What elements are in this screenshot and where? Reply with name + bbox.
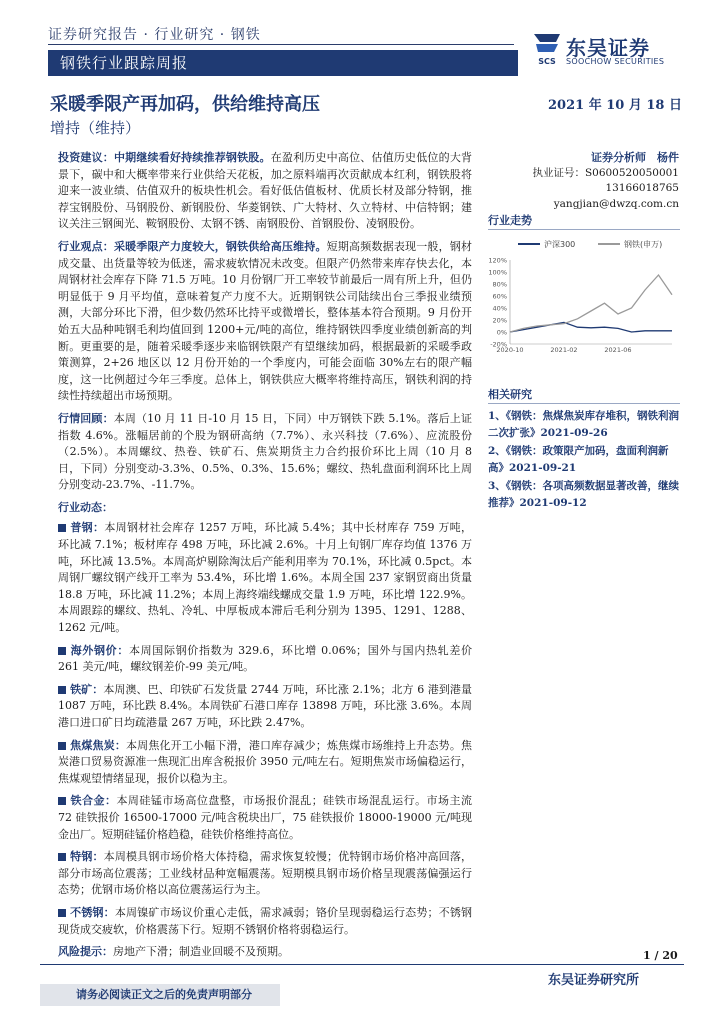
dynamics-item-text: 本周焦化开工小幅下滑，港口库存减少；炼焦煤市场维持上升态势。焦炭港口贸易资源准一焦现汇出库含税报价 3950 元/吨左右。短期焦炭市场偏稳运行，焦煤观望情绪显现，报价以稳为主。 bbox=[58, 738, 472, 785]
logo-mark: SCS bbox=[538, 57, 556, 66]
market-review-lead: 行情回顾： bbox=[58, 411, 114, 425]
dynamics-item-key: 铁矿： bbox=[70, 682, 104, 696]
report-series-banner: 钢铁行业跟踪周报 bbox=[48, 50, 518, 76]
dynamics-item-key: 海外钢价： bbox=[70, 643, 129, 657]
analyst-block bbox=[509, 150, 679, 212]
y-tick-label: 60% bbox=[492, 292, 507, 301]
dynamics-item-key: 不锈钢： bbox=[70, 905, 115, 919]
y-tick-label: 20% bbox=[492, 316, 507, 325]
investment-advice-lead: 投资建议：中期继续看好持续推荐钢铁股。 bbox=[58, 151, 271, 164]
industry-view bbox=[58, 239, 472, 405]
analyst-phone: 13166018765 bbox=[605, 182, 679, 194]
risk-warning-text: 房地产下滑；制造业回暖不及预期。 bbox=[113, 945, 289, 959]
bullet-icon bbox=[58, 853, 66, 861]
dynamics-item-key: 焦煤焦炭： bbox=[70, 738, 126, 752]
dynamics-item-text: 本周钢材社会库存 1257 万吨，环比减 5.4%；其中长材库存 759 万吨，环比减 7.1%；板材库存 498 万吨，环比减 2.6%。十月上旬钢厂库存均值 1376 万吨，环比减 13.5%。本周高炉剔除淘汰后产能利用率为 70.1%，环比减 0.5pct。本周钢厂螺纹钢产线开工率为 53.4%，环比增 1.6%。本周全国 237 家钢贸商出货量 18.8 万吨，环比减 11.2%；本周上海终端线螺成交量 1.9 万吨，环比增 122.9%。本周跟踪的螺纹、热轧、冷轧、中厚板成本滞后毛利分别为 1395、1291、1288、1262 元/吨。 bbox=[58, 521, 473, 635]
related-heading: 相关研究 bbox=[488, 388, 532, 401]
bullet-icon bbox=[58, 686, 66, 694]
trend-rule bbox=[488, 229, 680, 230]
report-title: 采暖季限产再加码，供给维持高压 bbox=[50, 94, 320, 115]
bullet-icon bbox=[58, 909, 66, 917]
report-breadcrumb: 证券研究报告 · 行业研究 · 钢铁 bbox=[48, 27, 261, 43]
dynamics-item bbox=[58, 682, 472, 732]
bullet-icon bbox=[58, 742, 66, 750]
analyst-name: 证券分析师 杨件 bbox=[591, 151, 679, 164]
dynamics-item-text: 本周硅锰市场高位盘整，市场报价混乱；硅铁市场混乱运行。市场主流 72 硅铁报价 16500-17000 元/吨含税块出厂，75 硅铁报价 18000-19000 元/吨现金出厂。短期硅锰价格趋稳，硅铁价格维持高位。 bbox=[58, 794, 473, 841]
y-tick-label: 40% bbox=[492, 304, 507, 313]
bullet-icon bbox=[58, 797, 66, 805]
related-item[interactable]: 3、《钢铁：各项高频数据显著改善，继续推荐》2021-09-12 bbox=[488, 480, 680, 509]
industry-view-text: 短期高频数据表现一般，钢材成交量、出货量等较为低迷，需求疲软情况未改变。但限产仍然带来库存快去化，本周钢材社会库存下降 71.5 万吨。10 月份钢厂开工率较节前最后一周有所上升，但仍明显低于 9 月平均值，意味着复产力度不大。近期钢铁公司陆续出台三季报业绩预测，大部分环比下滑，但少数仍然环比持平或微增长，整体基本符合预期。9 月份开始五大品种吨钢毛利均值回到 1200+元/吨的高位，维持钢铁四季度业绩创新高的判断。更重要的是，随着采暖季逐步来临钢铁限产有望继续加码，根据最新的采暖季政策测算，2+26 地区以 12 月份开始的一个季度内，可能会面临 30%左右的限产幅度，这一比例超过今年三季度。总体上，钢铁供应大概率将维持高压，钢铁利润的持续性持续超出市场预期。 bbox=[58, 239, 473, 403]
related-item[interactable]: 2、《钢铁：政策限产加码，盘面利润新高》2021-09-21 bbox=[488, 445, 669, 474]
dynamics-item-key: 普钢： bbox=[70, 521, 105, 535]
dynamics-item-key: 铁合金： bbox=[70, 794, 117, 808]
y-tick-label: -20% bbox=[490, 340, 507, 349]
trend-heading: 行业走势 bbox=[488, 214, 532, 227]
disclaimer-bar: 请务必阅读正文之后的免责声明部分 bbox=[40, 984, 280, 1006]
soochow-logo-icon bbox=[530, 32, 564, 68]
industry-trend-chart bbox=[488, 236, 680, 356]
dynamics-heading: 行业动态： bbox=[58, 500, 113, 514]
series-line-0 bbox=[510, 322, 672, 332]
page-number: 1 / 20 bbox=[643, 949, 678, 962]
dynamics-item bbox=[58, 738, 472, 788]
y-tick-label: 0% bbox=[496, 328, 507, 337]
dynamics-item bbox=[58, 643, 472, 676]
risk-warning bbox=[58, 944, 472, 961]
bullet-icon bbox=[58, 524, 66, 532]
logo-text: 东吴证券 bbox=[566, 36, 650, 60]
dynamics-item-text: 本周模具钢市场价格大体持稳，需求恢复较慢；优特钢市场价格冲高回落，部分市场高位震荡；工业线材品种宽幅震荡。短期模具钢市场价格呈现震荡偏强运行态势；优钢市场价格以高位震荡运行为主。 bbox=[58, 850, 473, 897]
y-tick-label: 100% bbox=[488, 268, 507, 277]
legend-label: 沪深300 bbox=[544, 240, 576, 249]
related-research-list bbox=[488, 408, 680, 513]
market-review-text: 本周（10 月 11 日-10 月 15 日，下同）中万钢铁下跌 5.1%。落后上证指数 4.6%。涨幅居前的个股为钢研高纳（7.7%）、永兴科技（7.6%）、应流股份（2.5%）。本周螺纹、热卷、铁矿石、焦炭期货主力合约报价环比上周（10 月 8 日，下同）分别变动-3.3%、0.5%、0.3%、15.6%；螺纹、热轧盘面利润环比上周分别变动-23.7%、-11.7%。 bbox=[58, 411, 472, 492]
series-line-1 bbox=[510, 275, 672, 332]
header-rule bbox=[48, 44, 514, 45]
industry-view-lead: 行业观点：采暖季限产力度较大，钢铁供给高压维持。 bbox=[58, 239, 327, 253]
investment-advice-text: 在盈利历史中高位、估值历史低位的大背景下，碳中和大概率带来行业供给天花板，加之原料端再次贡献成本红利，钢铁股将迎来一波业绩、估值双升的板块性机会。看好低估值板材、优质长材及部分特钢，推荐宝钢股份、马钢股份、新钢股份、华菱钢铁、广大特材、久立特材、中信特钢；建议关注三钢闽光、鞍钢股份、太钢不锈、南钢股份、首钢股份、凌钢股份。 bbox=[58, 151, 473, 231]
investment-advice bbox=[58, 150, 472, 233]
x-tick-label: 2021-06 bbox=[604, 346, 632, 354]
footer-org: 东吴证券研究所 bbox=[548, 973, 640, 988]
rating: 增持（维持） bbox=[50, 119, 141, 137]
related-rule bbox=[488, 403, 680, 404]
report-date: 2021 年 10 月 18 日 bbox=[548, 98, 682, 113]
bullet-icon bbox=[58, 647, 66, 655]
analyst-cert: 执业证号：S0600520050001 bbox=[532, 166, 679, 179]
dynamics-list bbox=[58, 520, 472, 938]
legend-label: 钢铁(申万) bbox=[624, 240, 663, 249]
logo-english: SOOCHOW SECURITIES bbox=[566, 57, 665, 66]
dynamics-item bbox=[58, 520, 472, 636]
dynamics-item bbox=[58, 793, 472, 843]
main-body bbox=[58, 150, 472, 967]
risk-warning-lead: 风险提示： bbox=[58, 945, 113, 959]
market-review bbox=[58, 411, 472, 494]
dynamics-item-key: 特钢： bbox=[70, 850, 104, 864]
x-tick-label: 2020-10 bbox=[496, 346, 524, 354]
dynamics-item bbox=[58, 905, 472, 938]
y-tick-label: 120% bbox=[488, 256, 507, 265]
related-item[interactable]: 1、《钢铁：焦煤焦炭库存堆积，钢铁利润二次扩张》2021-09-26 bbox=[488, 410, 680, 439]
analyst-email: yangjian@dwzq.com.cn bbox=[553, 197, 679, 210]
x-tick-label: 2021-02 bbox=[550, 346, 578, 354]
dynamics-item bbox=[58, 849, 472, 899]
dynamics-item-text: 本周镍矿市场议价重心走低，需求减弱；铬价呈现弱稳运行态势；不锈钢现货成交疲软，价格震荡下行。短期不锈钢价格将弱稳运行。 bbox=[58, 905, 473, 936]
dynamics-item-text: 本周国际钢价指数为 329.6，环比增 0.06%；国外与国内热轧差价 261 美元/吨，螺纹钢差价-99 美元/吨。 bbox=[58, 643, 472, 674]
y-tick-label: 80% bbox=[492, 280, 507, 289]
dynamics-item-text: 本周澳、巴、印铁矿石发货量 2744 万吨，环比涨 2.1%；北方 6 港到港量 1087 万吨，环比跌 8.4%。本周铁矿石港口库存 13898 万吨，环比涨 3.6%。本周港口进口矿日均疏港量 267 万吨，环比跌 2.47%。 bbox=[58, 682, 473, 729]
footer-rule bbox=[40, 964, 684, 965]
